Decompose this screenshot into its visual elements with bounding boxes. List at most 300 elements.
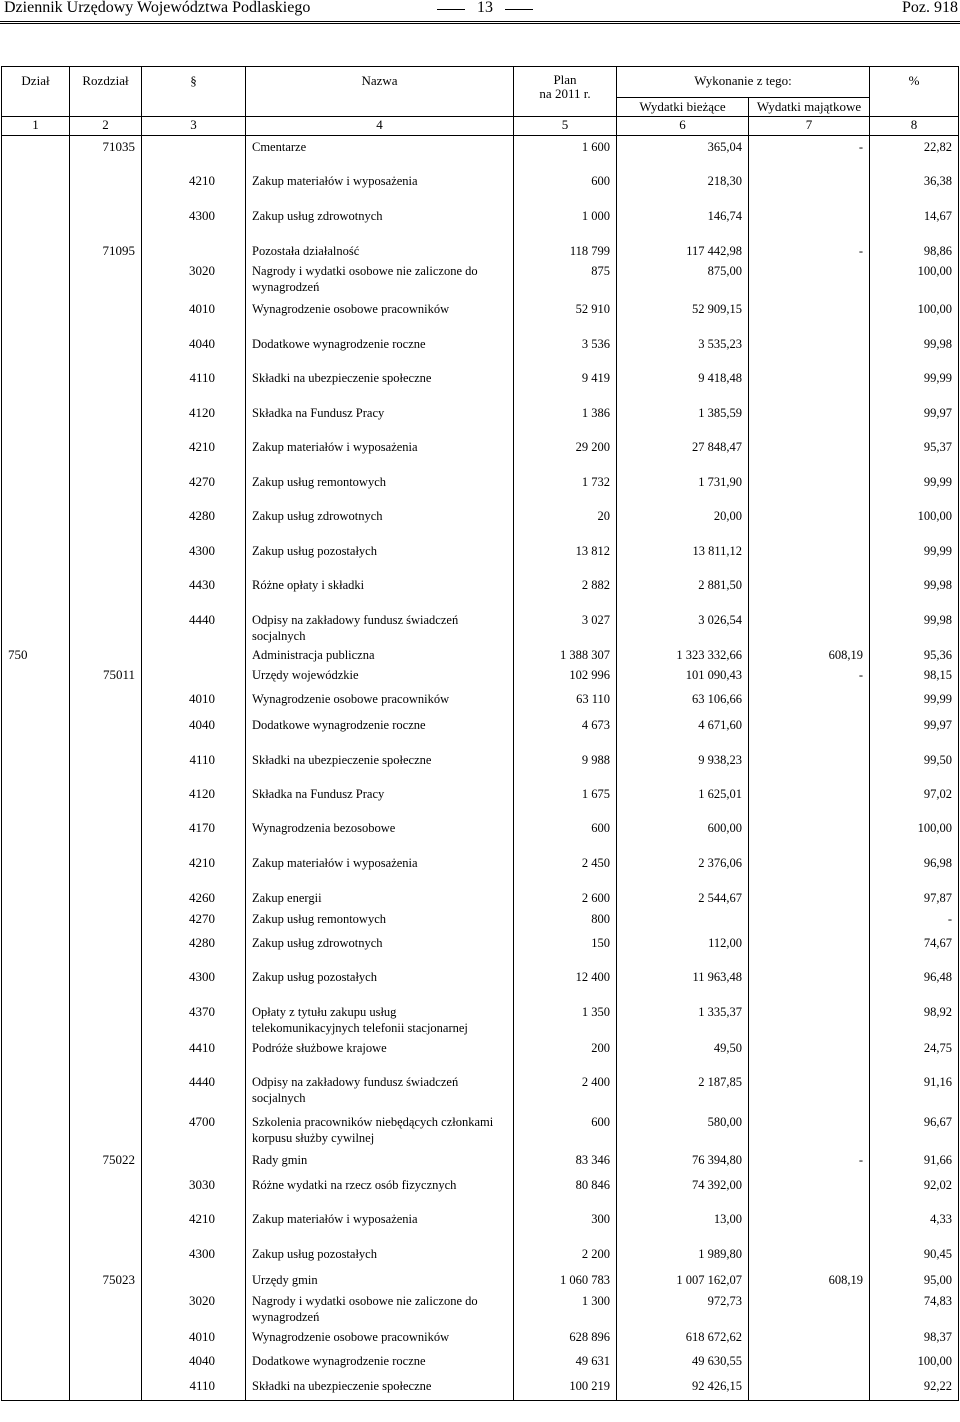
cell-procent: 22,82 xyxy=(870,136,959,170)
cell-procent: 98,92 xyxy=(870,1001,959,1037)
header-wydatki-majatkowe: Wydatki majątkowe xyxy=(749,98,870,117)
cell-plan: 300 xyxy=(514,1208,617,1243)
table-row xyxy=(2,887,959,908)
cell-dzial xyxy=(2,1375,70,1401)
cell-nazwa: Administracja publiczna xyxy=(246,644,514,664)
cell-paragraph: 3020 xyxy=(142,260,246,298)
cell-wydatki-majatkowe xyxy=(749,817,870,852)
cell-rozdzial: 75023 xyxy=(70,1269,142,1290)
table-row xyxy=(2,170,959,205)
header-procent: % xyxy=(870,67,959,117)
cell-dzial xyxy=(2,714,70,749)
cell-dzial xyxy=(2,136,70,170)
cell-dzial xyxy=(2,333,70,367)
cell-dzial xyxy=(2,1111,70,1149)
cell-dzial xyxy=(2,298,70,333)
cell-plan: 52 910 xyxy=(514,298,617,333)
cell-nazwa: Rady gmin xyxy=(246,1149,514,1174)
cell-rozdzial xyxy=(70,333,142,367)
cell-nazwa: Składki na ubezpieczenie społeczne xyxy=(246,749,514,783)
cell-wydatki-majatkowe xyxy=(749,1243,870,1269)
cell-procent: 90,45 xyxy=(870,1243,959,1269)
cell-paragraph: 4280 xyxy=(142,505,246,540)
cell-wydatki-majatkowe xyxy=(749,1375,870,1401)
cell-nazwa: Odpisy na zakładowy fundusz świadczeń socjalnych xyxy=(246,609,514,644)
cell-nazwa: Zakup usług zdrowotnych xyxy=(246,505,514,540)
cell-paragraph: 4110 xyxy=(142,1375,246,1401)
cell-paragraph: 4430 xyxy=(142,574,246,609)
cell-dzial xyxy=(2,402,70,436)
table-row xyxy=(2,1037,959,1071)
cell-wydatki-majatkowe xyxy=(749,260,870,298)
cell-rozdzial xyxy=(70,932,142,966)
cell-nazwa: Zakup materiałów i wyposażenia xyxy=(246,436,514,471)
table-row xyxy=(2,1290,959,1326)
table-row xyxy=(2,783,959,817)
cell-procent: 96,67 xyxy=(870,1111,959,1149)
cell-dzial xyxy=(2,783,70,817)
cell-procent: 99,99 xyxy=(870,471,959,505)
cell-wydatki-majatkowe xyxy=(749,783,870,817)
cell-rozdzial xyxy=(70,852,142,887)
cell-plan: 1 675 xyxy=(514,783,617,817)
cell-plan: 83 346 xyxy=(514,1149,617,1174)
cell-wydatki-majatkowe xyxy=(749,333,870,367)
table-row xyxy=(2,1208,959,1243)
cell-plan: 4 673 xyxy=(514,714,617,749)
cell-procent: 74,83 xyxy=(870,1290,959,1326)
cell-nazwa: Składki na ubezpieczenie społeczne xyxy=(246,367,514,402)
header-paragraph: § xyxy=(142,67,246,117)
cell-rozdzial xyxy=(70,1326,142,1350)
page-header xyxy=(0,0,960,22)
cell-wydatki-majatkowe xyxy=(749,1174,870,1208)
table-row xyxy=(2,333,959,367)
cell-plan: 2 400 xyxy=(514,1071,617,1111)
cell-wydatki-biezace: 4 671,60 xyxy=(617,714,749,749)
cell-nazwa: Opłaty z tytułu zakupu usług telekomunikacyjnych telefonii stacjonarnej xyxy=(246,1001,514,1037)
cell-wydatki-biezace: 1 323 332,66 xyxy=(617,644,749,664)
cell-wydatki-majatkowe xyxy=(749,932,870,966)
table-row xyxy=(2,471,959,505)
cell-plan: 100 219 xyxy=(514,1375,617,1401)
cell-dzial xyxy=(2,260,70,298)
header-rule-second xyxy=(0,23,960,24)
cell-nazwa: Składka na Fundusz Pracy xyxy=(246,783,514,817)
cell-dzial xyxy=(2,205,70,240)
cell-wydatki-majatkowe xyxy=(749,471,870,505)
cell-wydatki-biezace: 9 418,48 xyxy=(617,367,749,402)
cell-paragraph: 4210 xyxy=(142,436,246,471)
col-number-3: 3 xyxy=(142,117,246,136)
cell-wydatki-majatkowe xyxy=(749,852,870,887)
table-row xyxy=(2,609,959,644)
cell-wydatki-biezace: 618 672,62 xyxy=(617,1326,749,1350)
page-number: 13 xyxy=(477,0,493,16)
cell-dzial xyxy=(2,887,70,908)
cell-paragraph: 4010 xyxy=(142,1326,246,1350)
cell-procent: 99,98 xyxy=(870,609,959,644)
cell-wydatki-biezace: 49,50 xyxy=(617,1037,749,1071)
cell-procent: 96,98 xyxy=(870,852,959,887)
cell-paragraph: 4120 xyxy=(142,783,246,817)
table-row xyxy=(2,1111,959,1149)
page-number-dash-right xyxy=(505,9,533,10)
table-row xyxy=(2,1350,959,1375)
table-body xyxy=(2,136,959,1401)
cell-plan: 1 732 xyxy=(514,471,617,505)
cell-rozdzial xyxy=(70,1243,142,1269)
cell-paragraph xyxy=(142,136,246,170)
cell-paragraph: 4270 xyxy=(142,471,246,505)
cell-plan: 800 xyxy=(514,908,617,932)
cell-dzial xyxy=(2,367,70,402)
cell-plan: 2 200 xyxy=(514,1243,617,1269)
col-number-6: 6 xyxy=(617,117,749,136)
budget-table xyxy=(1,66,959,1401)
cell-procent: 74,67 xyxy=(870,932,959,966)
cell-nazwa: Różne opłaty i składki xyxy=(246,574,514,609)
cell-dzial xyxy=(2,170,70,205)
cell-nazwa: Wynagrodzenie osobowe pracowników xyxy=(246,1326,514,1350)
cell-procent: 99,99 xyxy=(870,688,959,714)
table-row xyxy=(2,688,959,714)
table-row xyxy=(2,240,959,260)
table-row xyxy=(2,540,959,574)
cell-procent: 99,98 xyxy=(870,574,959,609)
cell-procent: 36,38 xyxy=(870,170,959,205)
cell-dzial xyxy=(2,664,70,688)
cell-wydatki-biezace: 972,73 xyxy=(617,1290,749,1326)
cell-rozdzial xyxy=(70,966,142,1001)
cell-procent: 96,48 xyxy=(870,966,959,1001)
cell-procent: 98,15 xyxy=(870,664,959,688)
cell-dzial xyxy=(2,966,70,1001)
table-row xyxy=(2,1269,959,1290)
cell-paragraph xyxy=(142,1269,246,1290)
cell-procent: - xyxy=(870,908,959,932)
position-number: Poz. 918 xyxy=(902,0,958,16)
cell-wydatki-biezace: 92 426,15 xyxy=(617,1375,749,1401)
table-row xyxy=(2,714,959,749)
cell-rozdzial xyxy=(70,609,142,644)
cell-wydatki-biezace: 63 106,66 xyxy=(617,688,749,714)
cell-nazwa: Zakup materiałów i wyposażenia xyxy=(246,1208,514,1243)
cell-plan: 600 xyxy=(514,170,617,205)
cell-dzial xyxy=(2,688,70,714)
table-row xyxy=(2,932,959,966)
cell-procent: 95,36 xyxy=(870,644,959,664)
cell-rozdzial xyxy=(70,908,142,932)
cell-paragraph: 4280 xyxy=(142,932,246,966)
cell-rozdzial xyxy=(70,1375,142,1401)
cell-nazwa: Zakup usług pozostałych xyxy=(246,540,514,574)
cell-dzial xyxy=(2,505,70,540)
header-plan: Plan na 2011 r. xyxy=(514,67,617,117)
table-row xyxy=(2,966,959,1001)
cell-plan: 118 799 xyxy=(514,240,617,260)
cell-procent: 99,99 xyxy=(870,367,959,402)
cell-procent: 99,98 xyxy=(870,333,959,367)
cell-nazwa: Urzędy wojewódzkie xyxy=(246,664,514,688)
cell-procent: 97,87 xyxy=(870,887,959,908)
cell-wydatki-majatkowe xyxy=(749,749,870,783)
cell-wydatki-biezace: 20,00 xyxy=(617,505,749,540)
cell-nazwa: Zakup usług remontowych xyxy=(246,471,514,505)
cell-rozdzial: 71095 xyxy=(70,240,142,260)
cell-wydatki-biezace: 1 335,37 xyxy=(617,1001,749,1037)
table-row xyxy=(2,436,959,471)
cell-wydatki-majatkowe xyxy=(749,367,870,402)
cell-paragraph: 4120 xyxy=(142,402,246,436)
cell-procent: 4,33 xyxy=(870,1208,959,1243)
header-nazwa: Nazwa xyxy=(246,67,514,117)
cell-nazwa: Nagrody i wydatki osobowe nie zaliczone do wynagrodzeń xyxy=(246,1290,514,1326)
cell-dzial xyxy=(2,1071,70,1111)
cell-wydatki-majatkowe xyxy=(749,436,870,471)
cell-nazwa: Pozostała działalność xyxy=(246,240,514,260)
cell-dzial xyxy=(2,852,70,887)
cell-wydatki-majatkowe xyxy=(749,540,870,574)
cell-wydatki-biezace: 1 385,59 xyxy=(617,402,749,436)
cell-dzial xyxy=(2,1350,70,1375)
cell-nazwa: Cmentarze xyxy=(246,136,514,170)
cell-rozdzial xyxy=(70,402,142,436)
cell-dzial xyxy=(2,1001,70,1037)
cell-wydatki-biezace: 3 535,23 xyxy=(617,333,749,367)
col-number-5: 5 xyxy=(514,117,617,136)
cell-wydatki-biezace: 13,00 xyxy=(617,1208,749,1243)
cell-wydatki-biezace: 11 963,48 xyxy=(617,966,749,1001)
cell-procent: 92,22 xyxy=(870,1375,959,1401)
cell-rozdzial xyxy=(70,1208,142,1243)
cell-rozdzial xyxy=(70,505,142,540)
cell-nazwa: Szkolenia pracowników niebędących członkami korpusu służby cywilnej xyxy=(246,1111,514,1149)
cell-paragraph: 4260 xyxy=(142,887,246,908)
table-row xyxy=(2,260,959,298)
cell-wydatki-majatkowe xyxy=(749,688,870,714)
cell-wydatki-biezace: 875,00 xyxy=(617,260,749,298)
cell-plan: 628 896 xyxy=(514,1326,617,1350)
cell-paragraph: 4210 xyxy=(142,1208,246,1243)
cell-nazwa: Wynagrodzenie osobowe pracowników xyxy=(246,688,514,714)
cell-nazwa: Dodatkowe wynagrodzenie roczne xyxy=(246,1350,514,1375)
table-row xyxy=(2,298,959,333)
table-row xyxy=(2,852,959,887)
cell-wydatki-majatkowe xyxy=(749,1071,870,1111)
cell-wydatki-majatkowe: 608,19 xyxy=(749,1269,870,1290)
cell-rozdzial xyxy=(70,298,142,333)
cell-procent: 99,50 xyxy=(870,749,959,783)
cell-dzial xyxy=(2,908,70,932)
cell-wydatki-biezace: 2 376,06 xyxy=(617,852,749,887)
cell-nazwa: Nagrody i wydatki osobowe nie zaliczone do wynagrodzeń xyxy=(246,260,514,298)
cell-paragraph xyxy=(142,1149,246,1174)
cell-procent: 98,86 xyxy=(870,240,959,260)
col-number-4: 4 xyxy=(246,117,514,136)
header-rule xyxy=(0,21,960,22)
cell-procent: 100,00 xyxy=(870,817,959,852)
cell-nazwa: Podróże służbowe krajowe xyxy=(246,1037,514,1071)
table-row xyxy=(2,1149,959,1174)
cell-plan: 9 419 xyxy=(514,367,617,402)
cell-plan: 1 350 xyxy=(514,1001,617,1037)
cell-rozdzial xyxy=(70,471,142,505)
cell-wydatki-biezace: 101 090,43 xyxy=(617,664,749,688)
cell-wydatki-biezace: 365,04 xyxy=(617,136,749,170)
cell-plan: 875 xyxy=(514,260,617,298)
cell-rozdzial xyxy=(70,644,142,664)
table-row xyxy=(2,1326,959,1350)
cell-wydatki-biezace: 1 989,80 xyxy=(617,1243,749,1269)
cell-paragraph: 4370 xyxy=(142,1001,246,1037)
header-wydatki-biezace: Wydatki bieżące xyxy=(617,98,749,117)
cell-dzial xyxy=(2,817,70,852)
cell-plan: 2 450 xyxy=(514,852,617,887)
col-number-8: 8 xyxy=(870,117,959,136)
cell-dzial xyxy=(2,1174,70,1208)
cell-wydatki-biezace: 218,30 xyxy=(617,170,749,205)
cell-wydatki-biezace: 3 026,54 xyxy=(617,609,749,644)
cell-plan: 150 xyxy=(514,932,617,966)
cell-wydatki-biezace: 49 630,55 xyxy=(617,1350,749,1375)
cell-rozdzial xyxy=(70,1071,142,1111)
cell-nazwa: Różne wydatki na rzecz osób fizycznych xyxy=(246,1174,514,1208)
cell-paragraph: 4010 xyxy=(142,688,246,714)
cell-wydatki-majatkowe: - xyxy=(749,664,870,688)
cell-paragraph: 4170 xyxy=(142,817,246,852)
page-number-dash-left xyxy=(437,9,465,10)
cell-wydatki-majatkowe xyxy=(749,609,870,644)
cell-paragraph: 4040 xyxy=(142,333,246,367)
cell-paragraph: 4040 xyxy=(142,714,246,749)
cell-rozdzial xyxy=(70,688,142,714)
cell-plan: 9 988 xyxy=(514,749,617,783)
cell-dzial xyxy=(2,1243,70,1269)
cell-procent: 14,67 xyxy=(870,205,959,240)
cell-wydatki-biezace: 112,00 xyxy=(617,932,749,966)
cell-rozdzial: 75011 xyxy=(70,664,142,688)
cell-paragraph xyxy=(142,644,246,664)
cell-rozdzial: 71035 xyxy=(70,136,142,170)
cell-paragraph: 3030 xyxy=(142,1174,246,1208)
cell-paragraph: 4440 xyxy=(142,609,246,644)
cell-plan: 2 600 xyxy=(514,887,617,908)
cell-nazwa: Dodatkowe wynagrodzenie roczne xyxy=(246,333,514,367)
cell-paragraph: 4270 xyxy=(142,908,246,932)
table-row xyxy=(2,505,959,540)
cell-rozdzial xyxy=(70,170,142,205)
table-row xyxy=(2,817,959,852)
cell-nazwa: Wynagrodzenie osobowe pracowników xyxy=(246,298,514,333)
journal-title: Dziennik Urzędowy Województwa Podlaskiego xyxy=(4,0,311,16)
cell-rozdzial xyxy=(70,1290,142,1326)
table-row xyxy=(2,136,959,170)
cell-paragraph: 4010 xyxy=(142,298,246,333)
cell-dzial xyxy=(2,1290,70,1326)
cell-procent: 99,99 xyxy=(870,540,959,574)
cell-nazwa: Składka na Fundusz Pracy xyxy=(246,402,514,436)
cell-plan: 3 027 xyxy=(514,609,617,644)
cell-wydatki-majatkowe xyxy=(749,205,870,240)
cell-nazwa: Składki na ubezpieczenie społeczne xyxy=(246,1375,514,1401)
cell-wydatki-majatkowe xyxy=(749,1037,870,1071)
cell-plan: 102 996 xyxy=(514,664,617,688)
cell-procent: 100,00 xyxy=(870,260,959,298)
cell-wydatki-majatkowe xyxy=(749,1350,870,1375)
cell-wydatki-biezace xyxy=(617,908,749,932)
cell-plan: 63 110 xyxy=(514,688,617,714)
cell-dzial xyxy=(2,1269,70,1290)
col-number-2: 2 xyxy=(70,117,142,136)
cell-wydatki-majatkowe xyxy=(749,1326,870,1350)
cell-wydatki-majatkowe xyxy=(749,505,870,540)
cell-wydatki-majatkowe xyxy=(749,908,870,932)
cell-rozdzial xyxy=(70,1174,142,1208)
table-row xyxy=(2,664,959,688)
cell-procent: 92,02 xyxy=(870,1174,959,1208)
header-wykonanie: Wykonanie z tego: xyxy=(617,67,870,98)
cell-paragraph: 4300 xyxy=(142,1243,246,1269)
cell-paragraph: 4040 xyxy=(142,1350,246,1375)
cell-wydatki-majatkowe xyxy=(749,887,870,908)
cell-rozdzial xyxy=(70,817,142,852)
cell-procent: 99,97 xyxy=(870,402,959,436)
cell-wydatki-biezace: 2 544,67 xyxy=(617,887,749,908)
col-number-7: 7 xyxy=(749,117,870,136)
cell-rozdzial xyxy=(70,1111,142,1149)
cell-plan: 3 536 xyxy=(514,333,617,367)
cell-wydatki-biezace: 1 731,90 xyxy=(617,471,749,505)
cell-wydatki-biezace: 146,74 xyxy=(617,205,749,240)
cell-paragraph: 3020 xyxy=(142,1290,246,1326)
cell-dzial xyxy=(2,1326,70,1350)
cell-dzial xyxy=(2,471,70,505)
cell-plan: 29 200 xyxy=(514,436,617,471)
table-row xyxy=(2,1071,959,1111)
table-row xyxy=(2,574,959,609)
cell-nazwa: Wynagrodzenia bezosobowe xyxy=(246,817,514,852)
cell-paragraph: 4110 xyxy=(142,367,246,402)
cell-wydatki-biezace: 600,00 xyxy=(617,817,749,852)
cell-plan: 13 812 xyxy=(514,540,617,574)
cell-nazwa: Zakup usług pozostałych xyxy=(246,1243,514,1269)
cell-nazwa: Dodatkowe wynagrodzenie roczne xyxy=(246,714,514,749)
cell-procent: 95,00 xyxy=(870,1269,959,1290)
cell-dzial xyxy=(2,540,70,574)
cell-plan: 600 xyxy=(514,1111,617,1149)
cell-wydatki-majatkowe: - xyxy=(749,1149,870,1174)
table-row xyxy=(2,1174,959,1208)
cell-rozdzial xyxy=(70,367,142,402)
cell-rozdzial xyxy=(70,1001,142,1037)
cell-nazwa: Zakup usług remontowych xyxy=(246,908,514,932)
table-row xyxy=(2,1243,959,1269)
cell-paragraph: 4440 xyxy=(142,1071,246,1111)
cell-plan: 1 600 xyxy=(514,136,617,170)
cell-dzial xyxy=(2,240,70,260)
cell-dzial xyxy=(2,1037,70,1071)
table-row xyxy=(2,908,959,932)
cell-paragraph: 4700 xyxy=(142,1111,246,1149)
cell-wydatki-biezace: 74 392,00 xyxy=(617,1174,749,1208)
cell-rozdzial xyxy=(70,1037,142,1071)
cell-dzial xyxy=(2,1149,70,1174)
cell-procent: 100,00 xyxy=(870,1350,959,1375)
cell-nazwa: Odpisy na zakładowy fundusz świadczeń socjalnych xyxy=(246,1071,514,1111)
cell-wydatki-majatkowe: 608,19 xyxy=(749,644,870,664)
cell-nazwa: Zakup usług zdrowotnych xyxy=(246,205,514,240)
